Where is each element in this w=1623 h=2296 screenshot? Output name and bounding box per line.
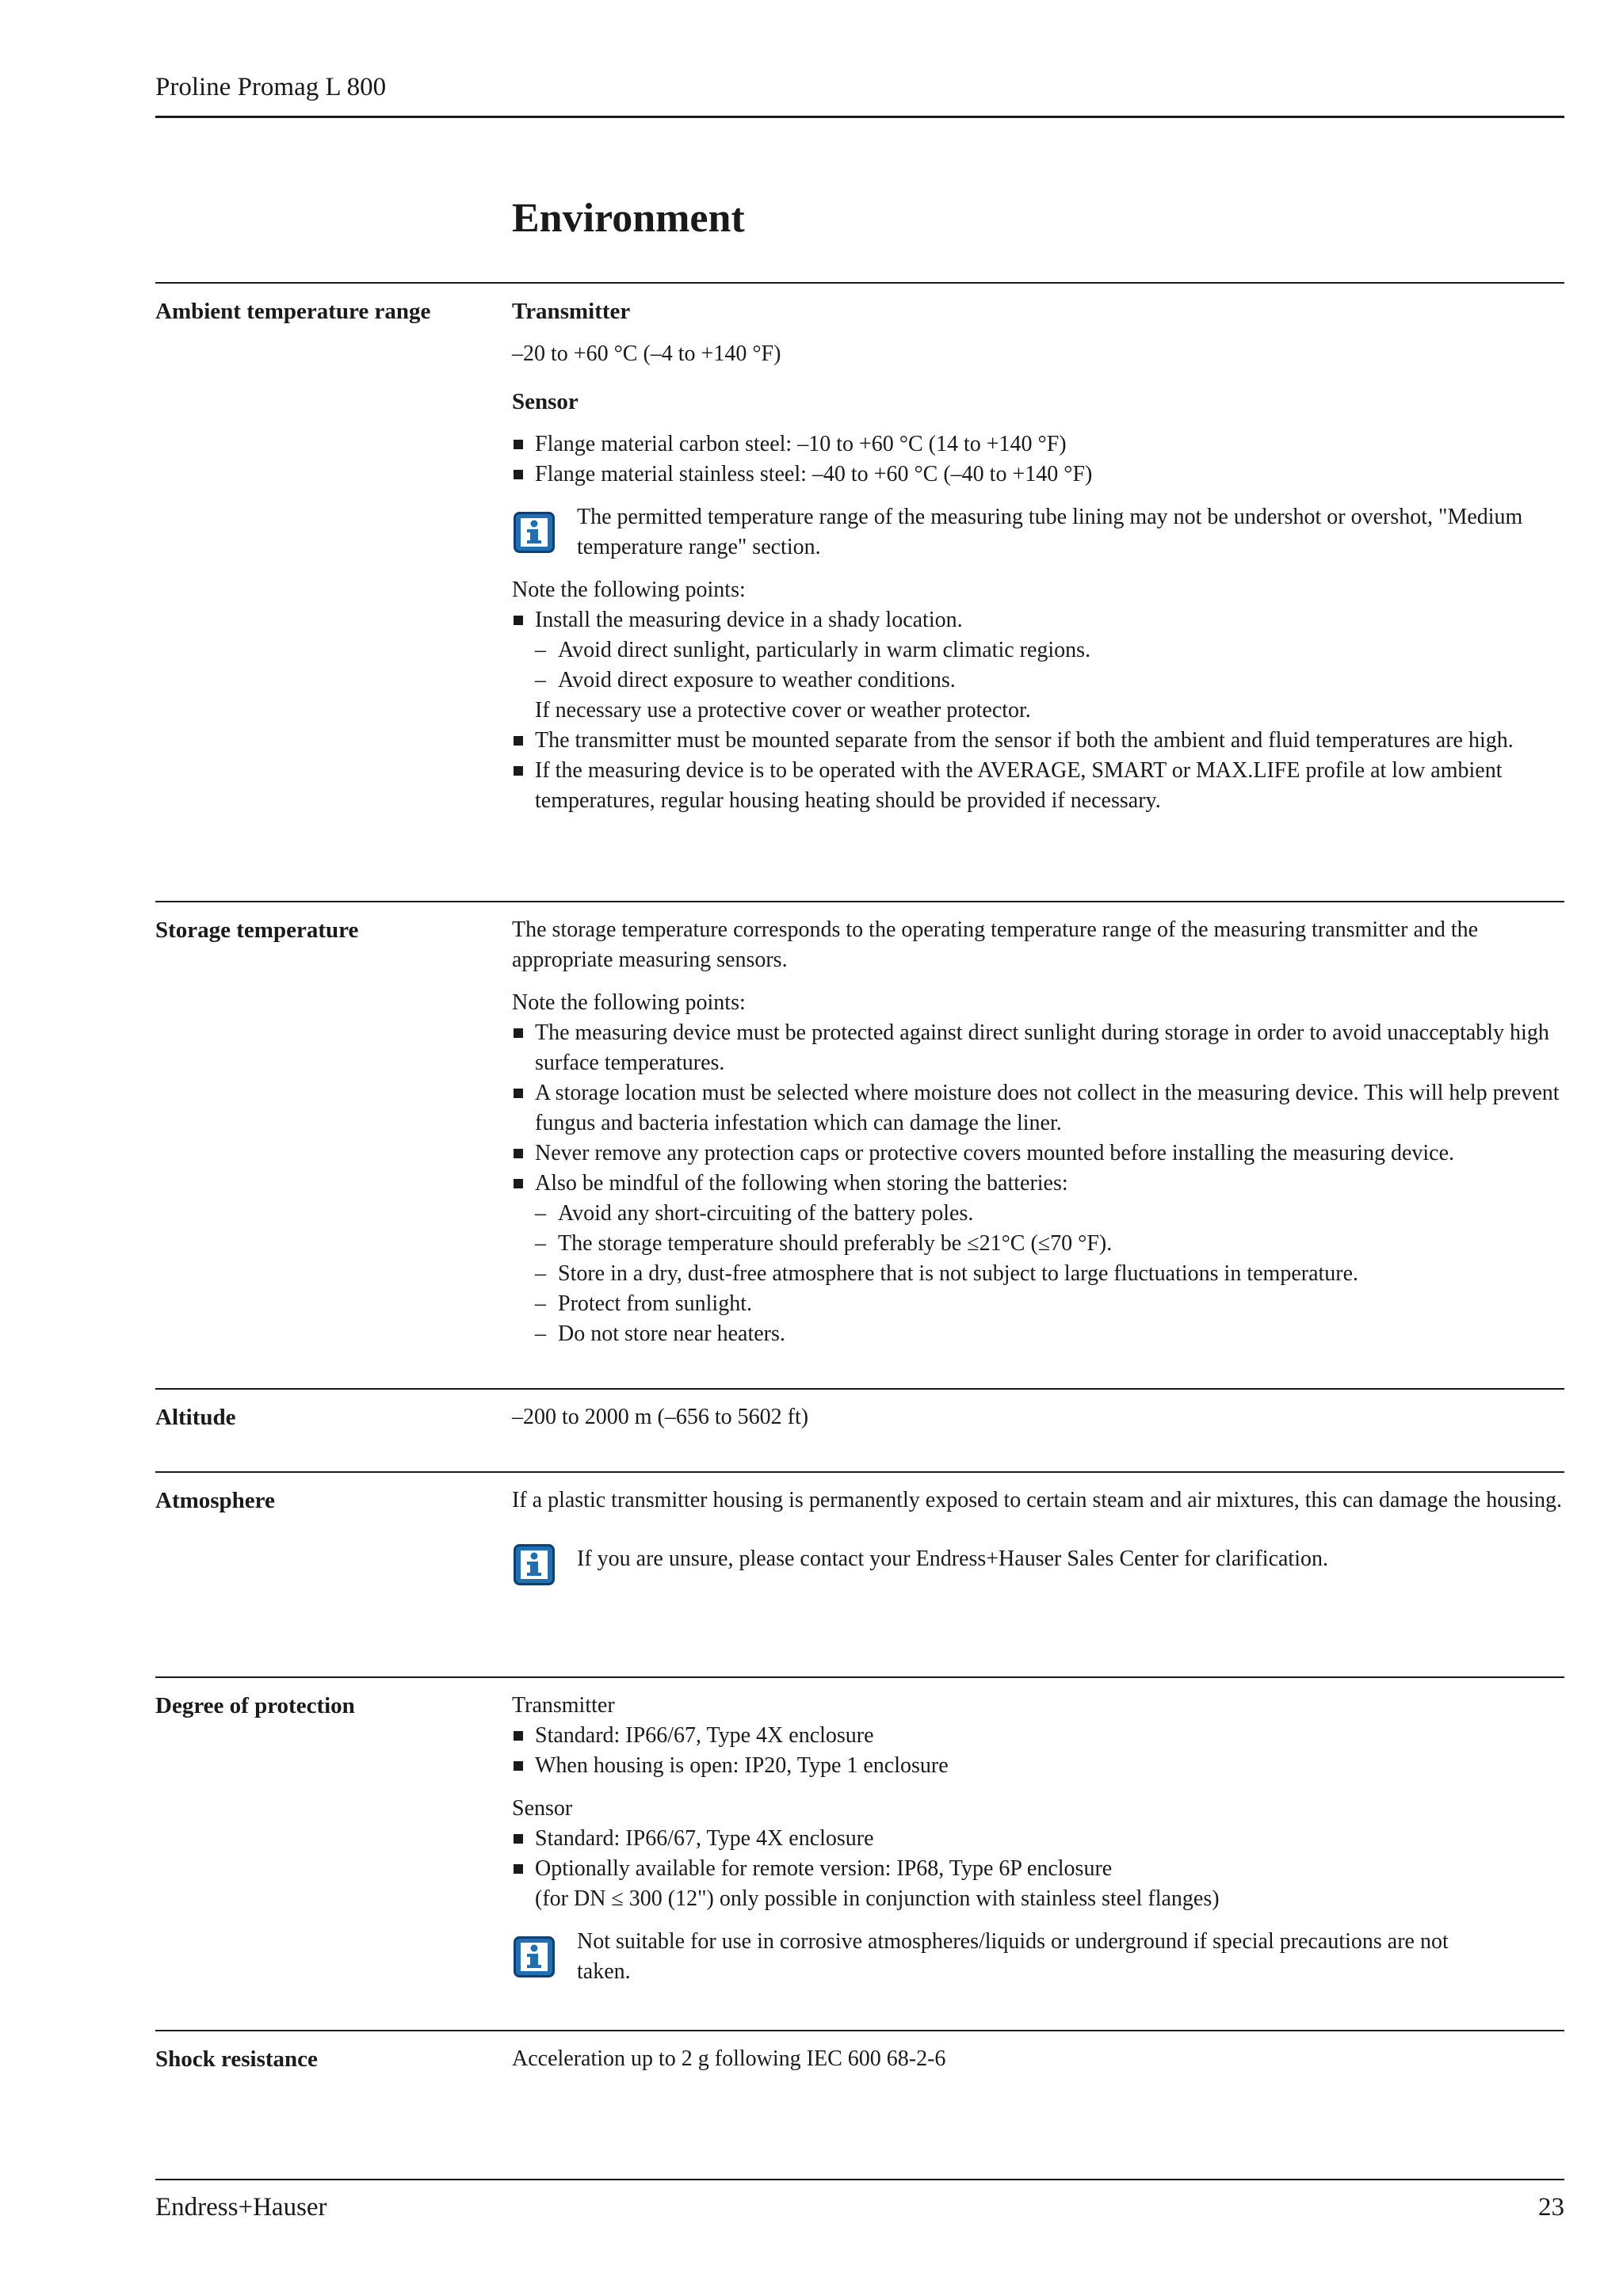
battery-points-list [535, 1199, 1564, 1349]
square-bullet-icon [514, 736, 523, 746]
square-bullet-icon [514, 1149, 523, 1158]
storage-temperature-body [512, 915, 1564, 1349]
square-bullet-icon [514, 1089, 523, 1098]
square-bullet-icon [514, 1731, 523, 1741]
list-item: – Protect from sunlight. [535, 1291, 752, 1316]
row-label-storage-temperature: Storage temperature [155, 917, 359, 943]
ambient-temperature-body [512, 296, 1564, 816]
transmitter-range: –20 to +60 °C (–4 to +140 °F) [512, 341, 781, 366]
section-title: Environment [512, 196, 745, 241]
shock-resistance-value: Acceleration up to 2 g following IEC 600 68-2-6 [512, 2046, 946, 2071]
transmitter-heading: Transmitter [512, 299, 631, 324]
list-item: The measuring device must be protected against direct sunlight during storage in order to avoid unacceptably high surface temperatures. [512, 1018, 1564, 1078]
list-item: Standard: IP66/67, Type 4X enclosure [512, 1824, 1564, 1854]
ambient-points-list [512, 605, 1564, 816]
page-header [155, 68, 1564, 118]
info-icon [514, 1936, 555, 1978]
protection-row [155, 1676, 1564, 1984]
list-item: Install the measuring device in a shady location. – Avoid direct sunlight, particularly in warm climatic regions. – Avoid direct exposure to weather conditions. If necessary use a protective cover or weather protector. [512, 605, 1564, 726]
list-item: Standard: IP66/67, Type 4X enclosure [512, 1721, 1564, 1751]
list-item: – Avoid direct sunlight, particularly in warm climatic regions. [535, 638, 1091, 662]
info-note [512, 1544, 1564, 1592]
footer-brand: Endress+Hauser [155, 2193, 327, 2222]
storage-temperature-row [155, 901, 1564, 1346]
points-intro: Note the following points: [512, 990, 746, 1015]
page-footer [155, 2179, 1564, 2222]
list-item: The transmitter must be mounted separate from the sensor if both the ambient and fluid temperatures are high. [512, 726, 1564, 756]
square-bullet-icon [514, 616, 523, 625]
storage-points-list [512, 1018, 1564, 1349]
square-bullet-icon [514, 440, 523, 449]
square-bullet-icon [514, 766, 523, 776]
points-intro: Note the following points: [512, 578, 746, 602]
row-label-altitude: Altitude [155, 1405, 236, 1430]
page-number: 23 [1538, 2193, 1564, 2222]
sub-list [535, 635, 1564, 696]
note-text: If you are unsure, please contact your Endress+Hauser Sales Center for clarification. [577, 1547, 1328, 1571]
info-icon [514, 1544, 555, 1585]
ambient-temperature-row [155, 282, 1564, 813]
list-item: Never remove any protection caps or protective covers mounted before installing the measuring device. [512, 1138, 1564, 1169]
note-text: The permitted temperature range of the measuring tube lining may not be undershot or overshot, "Medium temperature range" section. [577, 505, 1523, 559]
row-label-degree-of-protection: Degree of protection [155, 1693, 355, 1718]
storage-intro: The storage temperature corresponds to the operating temperature range of the measuring transmitter and the appropriate measuring sensors. [512, 917, 1479, 972]
list-item: Flange material carbon steel: –10 to +60 °C (14 to +140 °F) [512, 429, 1564, 460]
list-item: Optionally available for remote version: IP68, Type 6P enclosure (for DN ≤ 300 (12") only possible in conjunction with stainless steel flanges) [512, 1854, 1564, 1914]
list-item: – Avoid any short-circuiting of the battery poles. [535, 1201, 974, 1226]
sensor-protection-list [512, 1824, 1564, 1914]
square-bullet-icon [514, 1834, 523, 1844]
sensor-heading: Sensor [512, 1796, 573, 1821]
row-label-atmosphere: Atmosphere [155, 1488, 275, 1513]
atmosphere-row [155, 1471, 1564, 1571]
square-bullet-icon [514, 470, 523, 479]
list-item: If the measuring device is to be operated with the AVERAGE, SMART or MAX.LIFE profile at low ambient temperatures, regular housing heating should be provided if necessary. [512, 756, 1564, 816]
square-bullet-icon [514, 1028, 523, 1038]
altitude-row [155, 1388, 1564, 1430]
list-item: – Store in a dry, dust-free atmosphere that is not subject to large fluctuations in temperature. [535, 1261, 1359, 1286]
list-item-note: If necessary use a protective cover or weather protector. [535, 698, 1031, 723]
atmosphere-body [512, 1486, 1564, 1592]
list-item: Flange material stainless steel: –40 to +60 °C (–40 to +140 °F) [512, 460, 1564, 490]
transmitter-protection-list [512, 1721, 1564, 1781]
list-item: – Do not store near heaters. [535, 1322, 785, 1346]
list-item: When housing is open: IP20, Type 1 enclosure [512, 1751, 1564, 1781]
altitude-value: –200 to 2000 m (–656 to 5602 ft) [512, 1405, 809, 1429]
row-label-ambient-temperature: Ambient temperature range [155, 299, 431, 324]
sensor-heading: Sensor [512, 389, 579, 414]
list-item-note: (for DN ≤ 300 (12") only possible in conjunction with stainless steel flanges) [535, 1886, 1220, 1911]
square-bullet-icon [514, 1179, 523, 1188]
info-icon [514, 512, 555, 553]
shock-resistance-body [512, 2044, 1564, 2074]
atmosphere-text: If a plastic transmitter housing is permanently exposed to certain steam and air mixtures, this can damage the housing. [512, 1488, 1562, 1512]
document-title: Proline Promag L 800 [155, 73, 387, 101]
list-item: Also be mindful of the following when storing the batteries: – Avoid any short-circuiting of the battery poles. – The storage temperature should preferably be ≤21°C (≤70 °F). – Store in a dry, dust-free atmosphere that is not subject to large fluctuations in temperature. – Protect from sunlight. – Do not store near heaters. [512, 1169, 1564, 1349]
transmitter-heading: Transmitter [512, 1693, 615, 1718]
info-note [512, 1927, 1564, 1987]
info-note [512, 502, 1564, 563]
shock-resistance-row [155, 2030, 1564, 2072]
list-item: – The storage temperature should preferably be ≤21°C (≤70 °F). [535, 1231, 1113, 1256]
square-bullet-icon [514, 1864, 523, 1874]
sensor-range-list [512, 429, 1564, 490]
square-bullet-icon [514, 1761, 523, 1771]
list-item: A storage location must be selected where moisture does not collect in the measuring device. This will help prevent fungus and bacteria infestation which can damage the liner. [512, 1078, 1564, 1138]
protection-body [512, 1691, 1564, 1987]
altitude-body [512, 1402, 1564, 1432]
row-label-shock-resistance: Shock resistance [155, 2046, 318, 2072]
list-item: – Avoid direct exposure to weather conditions. [535, 668, 956, 692]
note-text: Not suitable for use in corrosive atmospheres/liquids or underground if special precautions are not taken. [577, 1929, 1449, 1984]
